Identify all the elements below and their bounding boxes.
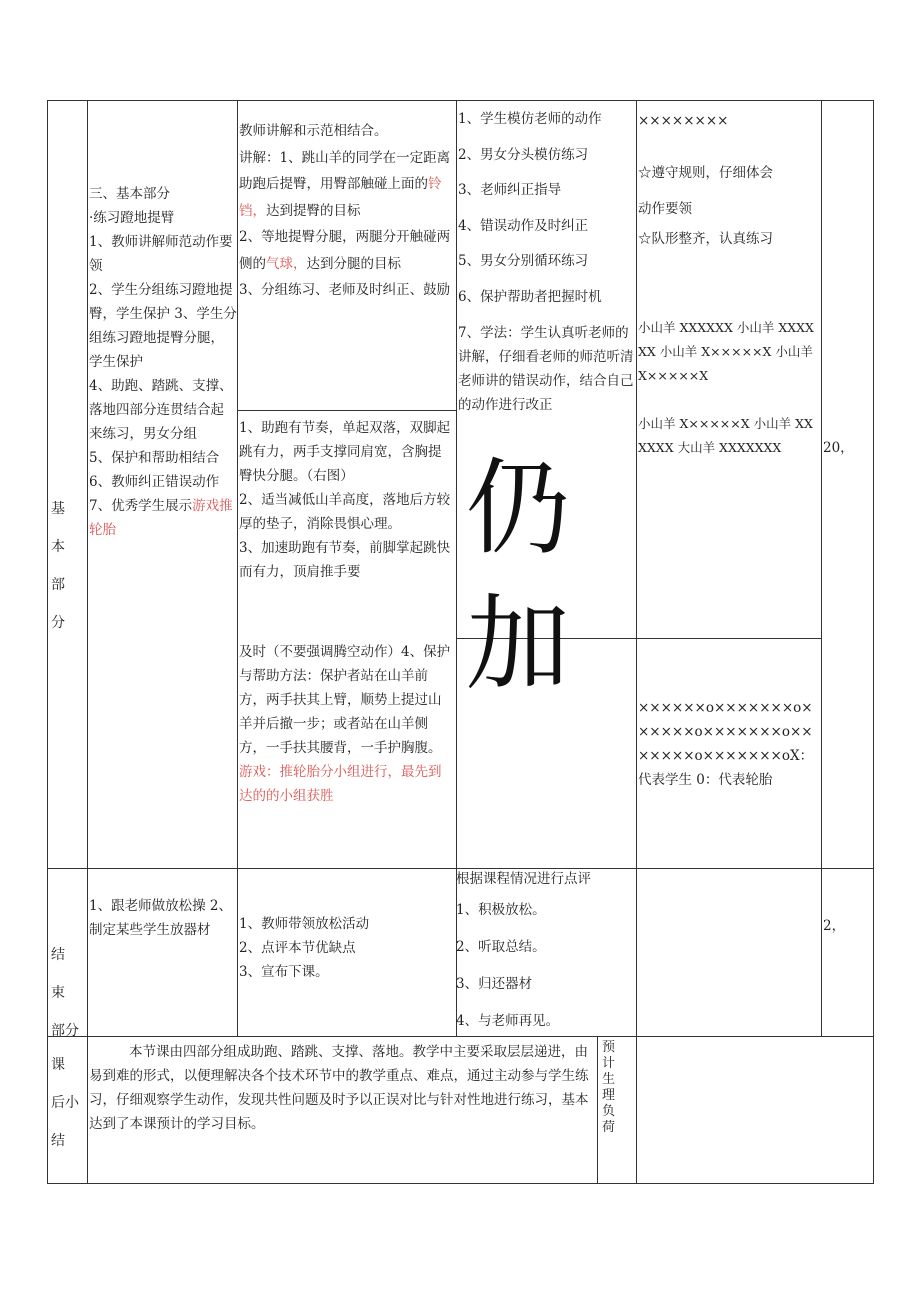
student-item: 3、老师纠正指导: [458, 182, 562, 198]
time-end: 2，: [823, 918, 846, 934]
teacher-method-protection: [239, 640, 454, 808]
label-char: 本: [51, 539, 65, 555]
teacher-point-1: [239, 145, 454, 225]
teacher-tip-1: 1、助跑有节奏，单起双落，双脚起跳有力，两手支撑同肩宽，含胸提臀快分腿。（右图）: [239, 420, 451, 484]
end-student-item: 2、听取总结。: [456, 939, 546, 955]
goat-group-1: 小山羊 XXXXXX 小山羊 XXXXXX 小山羊 X×××××X 小山羊 X×××××X: [638, 320, 814, 383]
section-label-summary: [51, 1046, 87, 1160]
student-item: 2、男女分头模仿练习: [458, 146, 589, 163]
col-rule-summary: [597, 1036, 598, 1183]
physiological-load-label: 预计生理负荷: [602, 1040, 616, 1135]
end-student-heading: 根据课程情况进行点评: [456, 871, 591, 887]
basic-content: [89, 182, 237, 542]
end-student-item: 4、与老师再见。: [456, 1013, 560, 1029]
col-rule-4: [636, 100, 637, 1184]
teacher-tip-4: 及时（不要强调腾空动作）4、保护与帮助方法：保护者站在山羊前方，两手扶其上臂，顺势上提过山羊并后撤一步；或者站在山羊侧方，一手扶其腰背，一手护胸腹。: [239, 644, 451, 756]
label-char: 结: [51, 1133, 65, 1149]
basic-heading: 三、基本部分: [89, 186, 170, 202]
basic-item: 4、助跑、踏跳、支撑、落地四部分连贯结合起来练习，男女分组: [89, 378, 233, 442]
label-char: 分: [51, 615, 65, 631]
teacher-method-top: [239, 118, 454, 304]
end-teacher-item: 2、点评本节优缺点: [239, 940, 356, 956]
label-char: 束: [51, 985, 65, 1001]
teacher-tip-2: 2、适当减低山羊高度，落地后方较厚的垫子，消除畏惧心理。: [239, 492, 451, 532]
rule-1b: 动作要领: [638, 201, 692, 217]
rule-1: ☆遵守规则，仔细体会: [638, 165, 773, 181]
basic-item: 1、教师讲解师范动作要领: [89, 234, 233, 274]
point-text: 达到提臀的目标: [266, 202, 361, 219]
label-char: 部: [51, 577, 65, 593]
basic-item: 5、保护和帮助相结合: [89, 450, 220, 466]
point-text: 讲解：1、跳山羊的同学在一定距离助跑后提臀，用臀部触碰上面的: [239, 149, 451, 192]
student-item: 6、保护帮助者把握时机: [458, 288, 602, 305]
basic-item: 6、教师纠正错误动作: [89, 474, 220, 490]
organization-top: [638, 106, 818, 460]
time-basic: 20，: [823, 440, 854, 456]
table-border-right: [873, 100, 874, 1184]
teacher-method-bottom: [239, 416, 454, 584]
teacher-point-3: 3、分组练习、老师及时纠正、鼓励: [239, 282, 451, 298]
student-item: 4、错误动作及时纠正: [458, 217, 589, 234]
point-text: 2、等地提臀分腿，两腿分开触碰两侧的: [239, 229, 451, 272]
label-char: 后小: [51, 1095, 79, 1111]
col-rule-2: [237, 100, 238, 1036]
table-border-top: [47, 100, 874, 101]
col-rule-5: [821, 100, 822, 1036]
section-label-end: [51, 936, 87, 1050]
col-rule-1: [87, 100, 88, 1184]
table-border-left: [47, 100, 48, 1184]
large-glyph: 仍 加: [466, 447, 571, 705]
rule-2: ☆队形整齐，认真练习: [638, 231, 773, 247]
student-item: 7、学法：学生认真听老师的讲解，仔细看老师的师范听清老师讲的错误动作，结合自己的动作进行改正: [458, 325, 634, 413]
teacher-point-2: [239, 224, 454, 277]
rule-teacher-mid: [237, 410, 456, 411]
label-char: 结: [51, 947, 65, 963]
end-teacher-item: 1、教师带领放松活动: [239, 916, 370, 932]
organization-bottom: ××××××o×××××××o××××××o×××××××o×××××××o×××××××oX：代表学生 0：代表轮胎: [638, 700, 814, 788]
summary-text: 本节课由四部分组成助跑、踏跳、支撑、落地。教学中主要采取层层递进，由易到难的形式，以便理解决各个技术环节中的教学重点、难点，通过主动参与学生练习，仔细观察学生动作，发现共性问题及时予以正误对比与针对性地进行练习，基本达到了本课预计的学习目标。: [89, 1044, 589, 1132]
basic-item: 2、学生分组练习蹬地提臀，学生保护 3、学生分组练习蹬地提臀分腿，学生保护: [89, 282, 237, 370]
label-char: 部分: [51, 1023, 79, 1039]
basic-item-7: [89, 494, 237, 542]
table-border-bottom: [47, 1183, 874, 1184]
basic-subheading: ·练习蹬地提臂: [89, 210, 175, 226]
student-item: 1、学生模仿老师的动作: [458, 111, 602, 127]
end-student: [456, 866, 636, 1040]
item7-game: 游戏推轮胎: [89, 498, 233, 538]
student-item: 5、男女分别循环练习: [458, 253, 589, 269]
item7-text: 7、优秀学生展示: [89, 498, 193, 514]
formation-row: ××××××××: [638, 113, 729, 129]
label-char: 课: [51, 1057, 65, 1073]
end-teacher: [239, 912, 454, 984]
end-student-item: 1、积极放松。: [456, 902, 546, 918]
end-content: 1、跟老师做放松操 2、制定某些学生放器材: [89, 898, 232, 938]
end-student-item: 3、归还器材: [456, 976, 533, 992]
point-highlight: 气球，: [266, 255, 307, 272]
student-activity: [458, 102, 636, 417]
point-highlight: 铃铛，: [239, 176, 442, 219]
goat-group-2: 小山羊 X×××××X 小山羊 XXXXXX 大山羊 XXXXXXX: [638, 416, 813, 455]
teacher-intro: 教师讲解和示范相结合。: [239, 123, 388, 139]
end-teacher-item: 3、宣布下课。: [239, 964, 329, 980]
teacher-game: 游戏：推轮胎分小组进行，最先到达的的小组获胜: [239, 764, 442, 804]
teacher-tip-3: 3、加速助跑有节奏，前脚掌起跳快而有力，顶肩推手要: [239, 540, 451, 580]
label-char: 基: [51, 501, 65, 517]
point-text: 达到分腿的目标: [306, 255, 401, 272]
section-label-basic: [51, 490, 83, 642]
